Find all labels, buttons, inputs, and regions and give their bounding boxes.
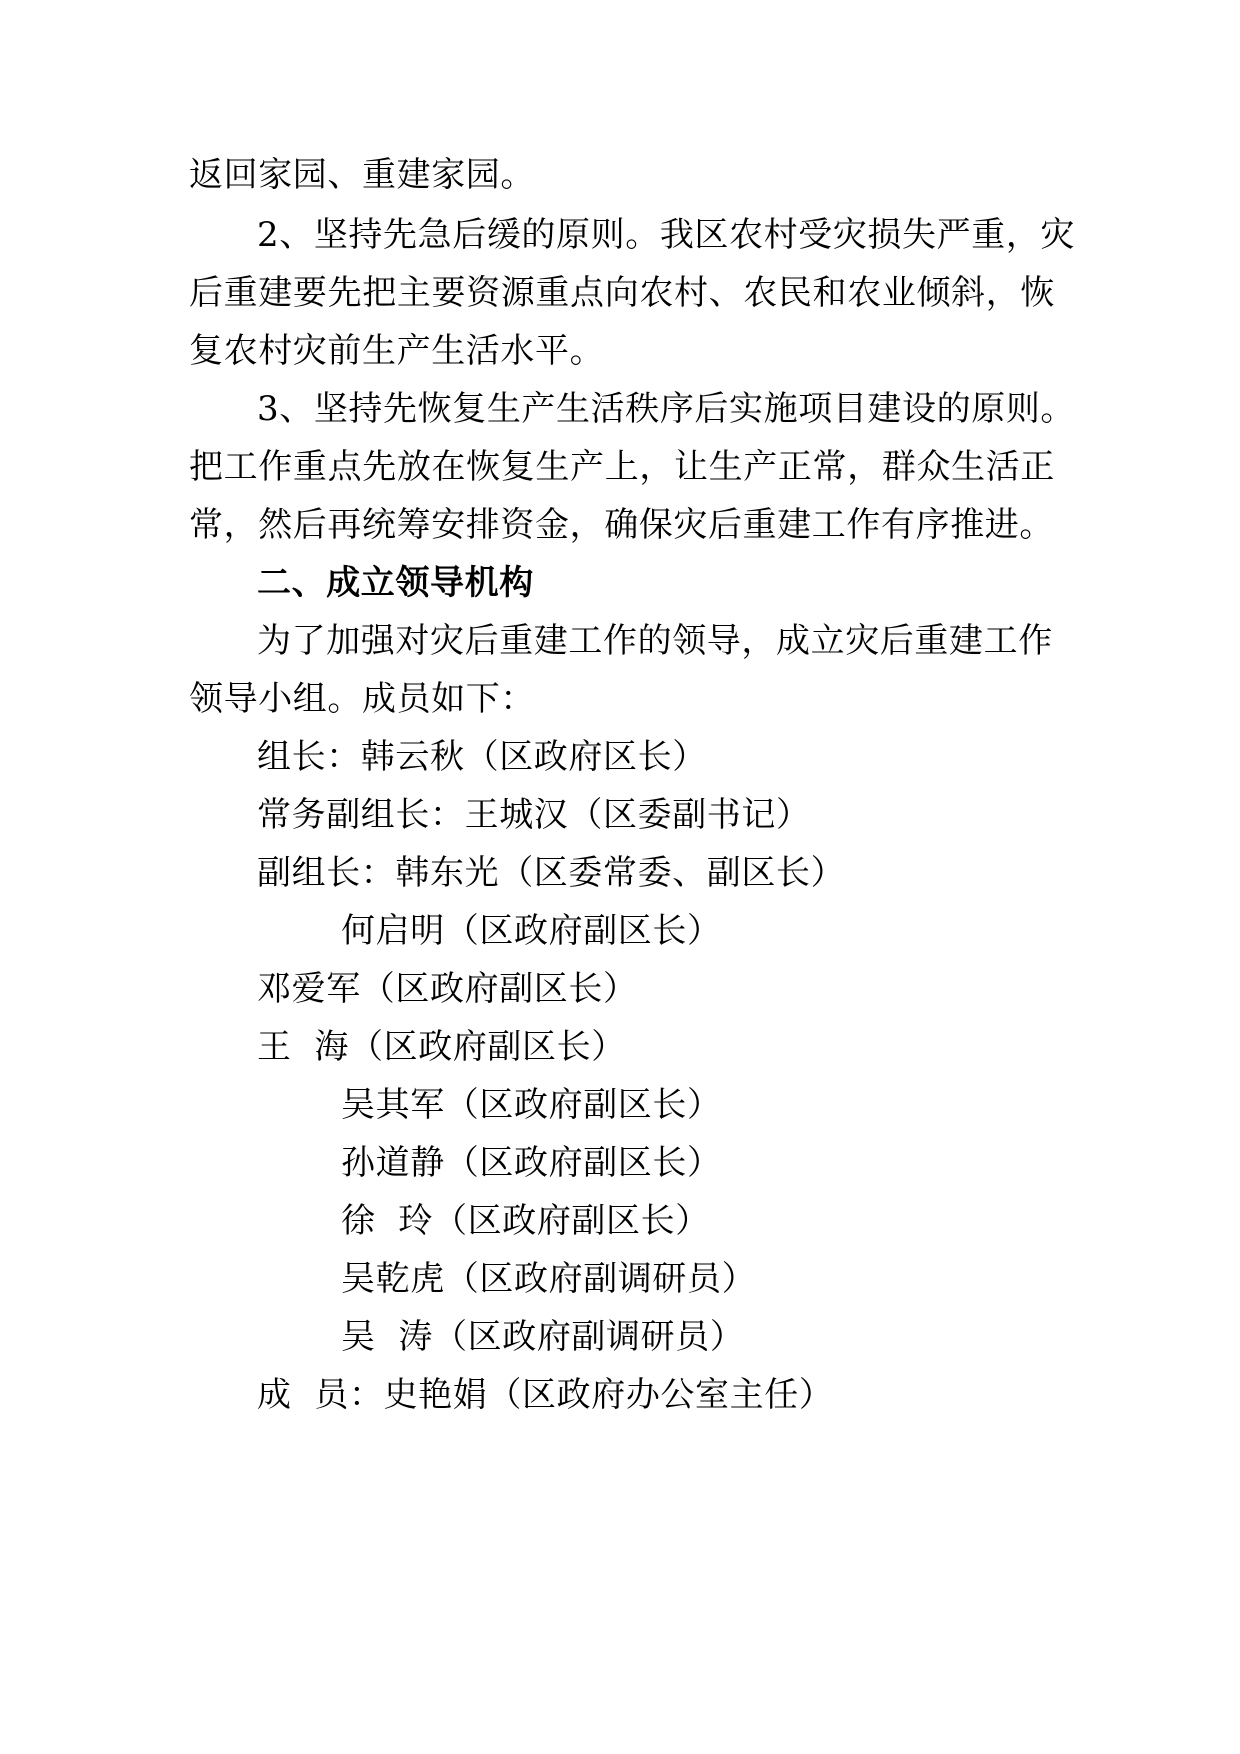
paragraph-2-line-2: 后重建要先把主要资源重点向农村、农民和农业倾斜，恢 — [189, 273, 1055, 313]
paragraph-3-line-2: 把工作重点先放在恢复生产上，让生产正常，群众生活正 — [189, 447, 1055, 487]
paragraph-2-number: 2 — [257, 215, 280, 255]
paragraph-4-line-2: 领导小组。成员如下： — [189, 679, 535, 719]
member-line: 吴乾虎（区政府副调研员） — [341, 1259, 757, 1299]
member-line: 邓爱军（区政府副区长） — [257, 969, 638, 1009]
paragraph-4-line-1: 为了加强对灾后重建工作的领导，成立灾后重建工作 — [257, 621, 1053, 661]
paragraph-3-line-3: 常，然后再统筹安排资金，确保灾后重建工作有序推进。 — [189, 505, 1054, 545]
paragraph-2-text: 、坚持先急后缓的原则。我区农村受灾损失严重，灾 — [279, 215, 1076, 255]
member-line: 吴其军（区政府副区长） — [341, 1085, 722, 1125]
member-line: 组长：韩云秋（区政府区长） — [257, 737, 707, 777]
paragraph-3-number: 3 — [257, 389, 280, 429]
member-line: 成 员：史艳娟（区政府办公室主任） — [257, 1375, 834, 1415]
member-line: 王 海（区政府副区长） — [257, 1027, 626, 1067]
member-line: 孙道静（区政府副区长） — [341, 1143, 722, 1183]
member-line: 何启明（区政府副区长） — [341, 911, 722, 951]
section-heading: 二、成立领导机构 — [257, 563, 534, 603]
member-line: 徐 玲（区政府副区长） — [341, 1201, 710, 1241]
member-line: 副组长：韩东光（区委常委、副区长） — [257, 853, 846, 893]
paragraph-1-end: 返回家园、重建家园。 — [189, 155, 535, 195]
member-line: 常务副组长：王城汉（区委副书记） — [257, 795, 811, 835]
paragraph-3-line-1 — [257, 389, 1075, 429]
paragraph-2-line-1 — [257, 215, 1075, 255]
member-line: 吴 涛（区政府副调研员） — [341, 1317, 745, 1357]
paragraph-2-line-3: 复农村灾前生产生活水平。 — [189, 331, 605, 371]
paragraph-3-text: 、坚持先恢复生产生活秩序后实施项目建设的原则。 — [279, 389, 1076, 429]
